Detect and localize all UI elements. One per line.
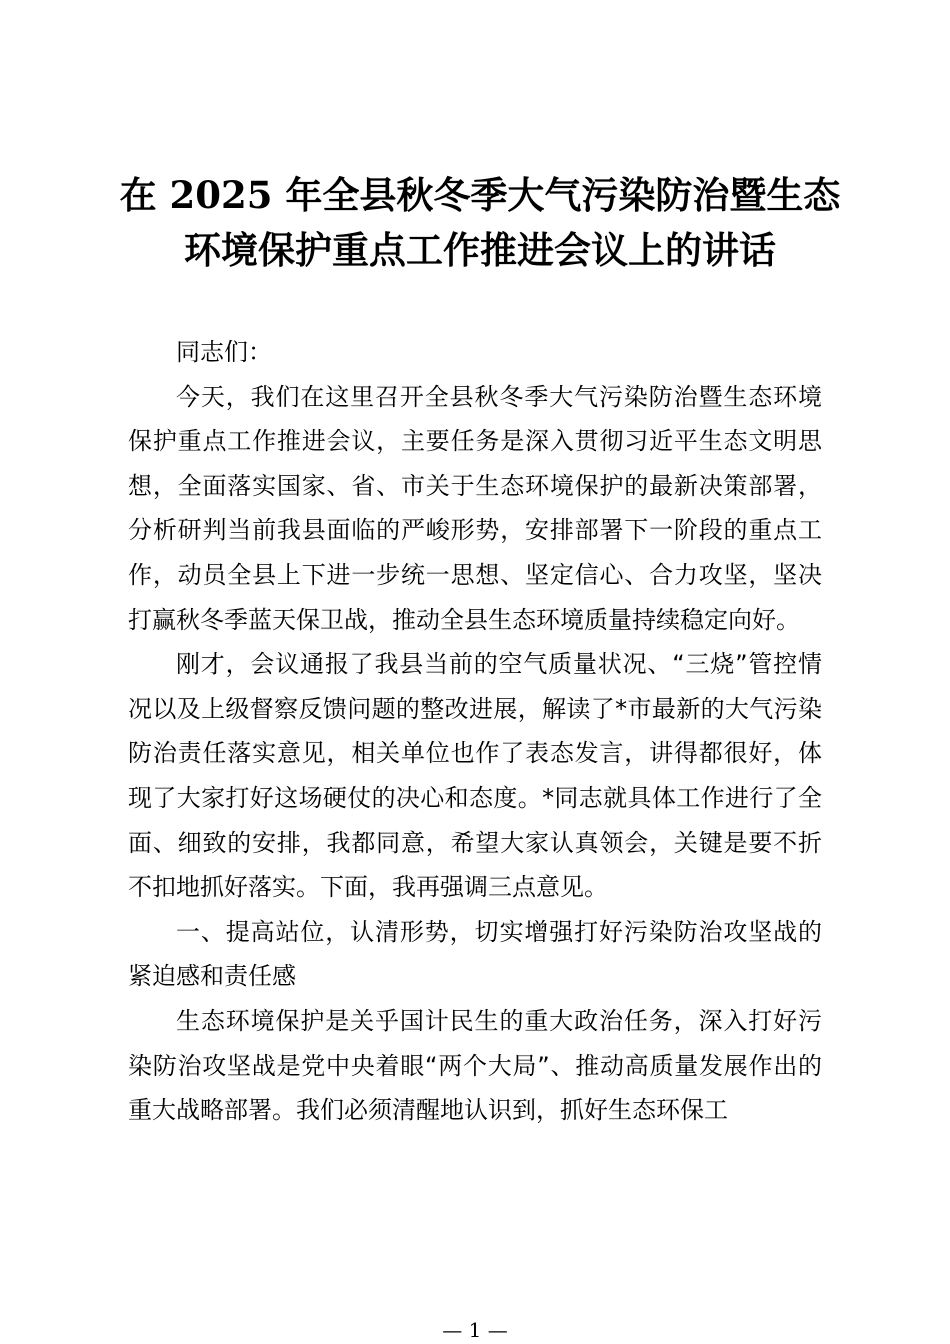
document-title: 在 2025 年全县秋冬季大气污染防治暨生态环境保护重点工作推进会议上的讲话 xyxy=(119,173,841,272)
salutation: 同志们： xyxy=(176,338,272,366)
section-heading: 一、提高站位，认清形势，切实增强打好污染防治攻坚战的紧迫感和责任感 xyxy=(128,917,822,991)
body-paragraph: 今天，我们在这里召开全县秋冬季大气污染防治暨生态环境保护重点工作推进会议，主要任务是深入贯彻习近平生态文明思想，全面落实国家、省、市关于生态环境保护的最新决策部署，分析研判当前我县面临的严峻形势，安排部署下一阶段的重点工作，动员全县上下进一步统一思想、坚定信心、合力攻坚，坚决打赢秋冬季蓝天保卫战，推动全县生态环境质量持续稳定向好。 xyxy=(128,382,822,634)
document-body xyxy=(128,330,822,1133)
body-paragraph: 刚才，会议通报了我县当前的空气质量状况、“三烧”管控情况以及上级督察反馈问题的整改进展，解读了*市最新的大气污染防治责任落实意见，相关单位也作了表态发言，讲得都很好，体现了大家打好这场硬仗的决心和态度。*同志就具体工作进行了全面、细致的安排，我都同意，希望大家认真领会，关键是要不折不扣地抓好落实。下面，我再强调三点意见。 xyxy=(128,650,822,902)
body-paragraph: 生态环境保护是关乎国计民生的重大政治任务，深入打好污染防治攻坚战是党中央着眼“两个大局”、推动高质量发展作出的重大战略部署。我们必须清醒地认识到，抓好生态环保工 xyxy=(128,1006,822,1125)
page-number: — 1 — xyxy=(442,1318,508,1342)
